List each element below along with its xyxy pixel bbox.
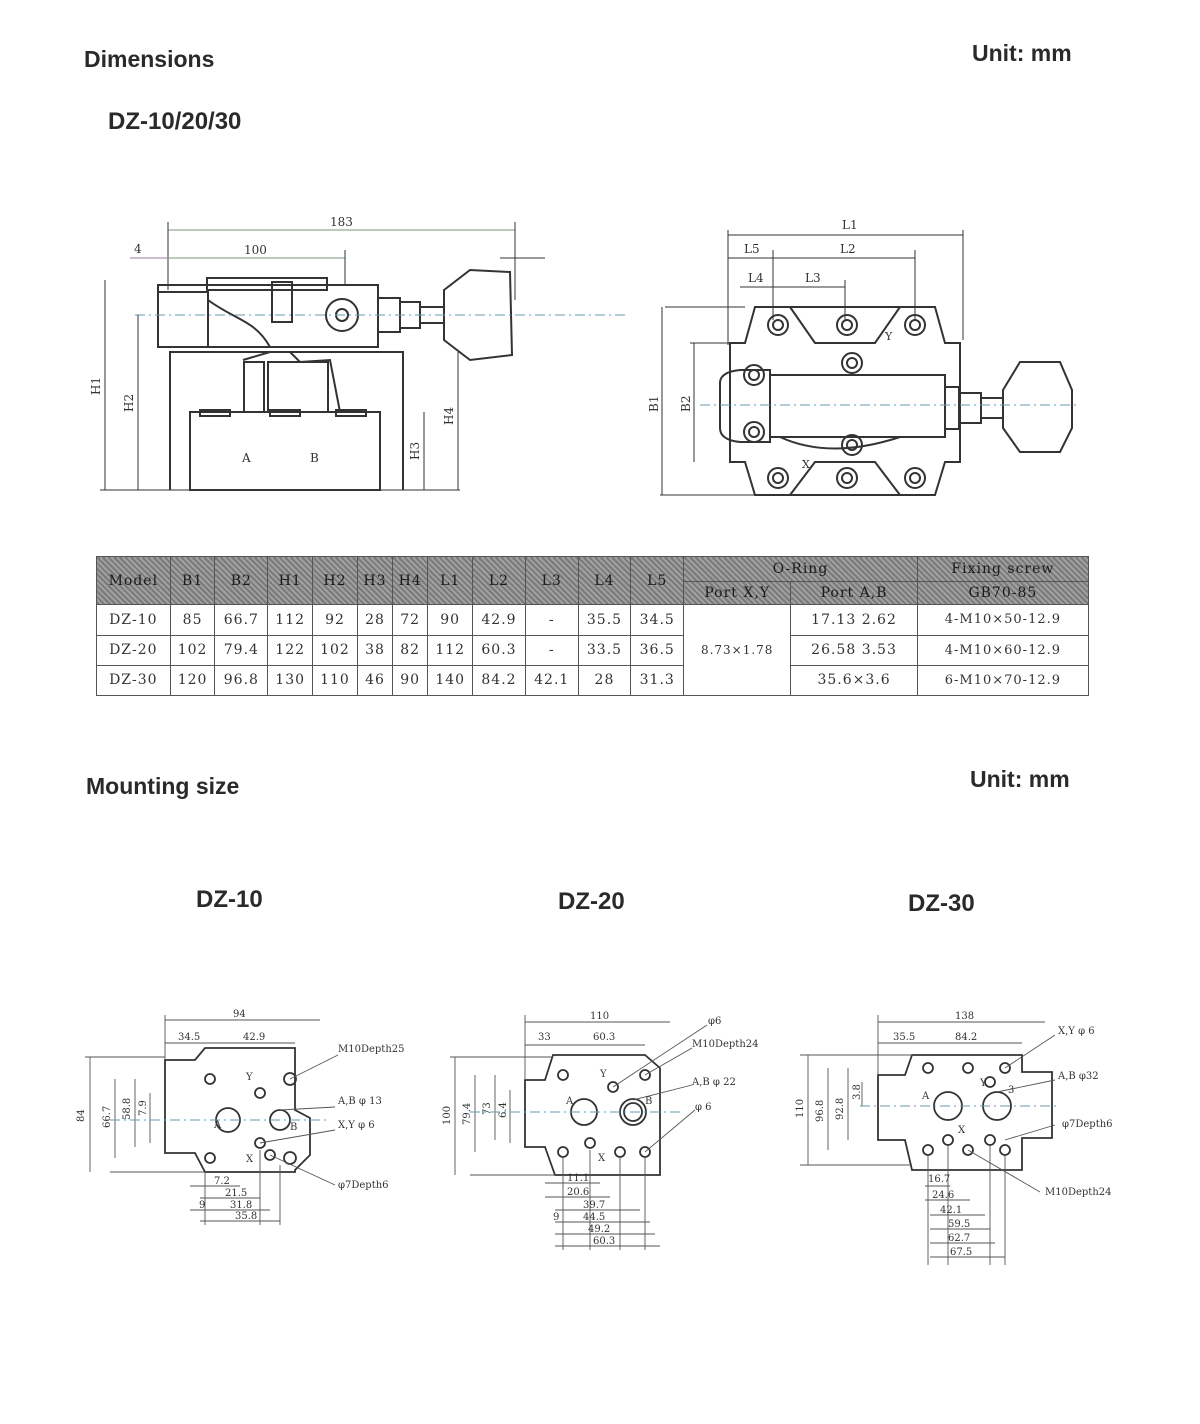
dz30-dim-62-7: 62.7: [948, 1233, 971, 1244]
table-cell: 102: [313, 635, 358, 665]
dz10-title: DZ-10: [196, 886, 263, 913]
dz30-ab-note: A,B φ32: [1058, 1071, 1099, 1082]
table-cell: 66.7: [215, 605, 268, 635]
dz20-phi6-top: φ6: [708, 1016, 722, 1027]
table-cell: 122: [268, 635, 313, 665]
oring-ab-cell: 35.6×3.6: [791, 665, 917, 695]
side-dim-100: 100: [244, 243, 267, 257]
dz20-dim-9: 9: [553, 1212, 560, 1223]
dimension-drawings: [0, 0, 1200, 540]
side-port-b: B: [310, 451, 319, 465]
dz20-dim-110: 110: [590, 1011, 610, 1022]
top-dim-l1: L1: [842, 218, 858, 232]
table-cell: -: [525, 605, 578, 635]
dz30-dim-84-2: 84.2: [955, 1032, 978, 1043]
dz30-dim-16-7: 16.7: [928, 1174, 951, 1185]
dz10-dim-35-8: 35.8: [235, 1211, 258, 1222]
table-cell: 82: [393, 635, 428, 665]
dz10-dim-9: 9: [199, 1200, 206, 1211]
side-dim-h1: H1: [89, 376, 103, 395]
dz10-dim-42-9: 42.9: [243, 1032, 266, 1043]
table-cell: 38: [357, 635, 392, 665]
dz30-port-x: X: [958, 1125, 966, 1136]
dz20-dim-33: 33: [538, 1032, 551, 1043]
side-port-a: A: [242, 451, 251, 465]
dz10-dim-7-2: 7.2: [214, 1176, 230, 1187]
col-fixing-std: GB70-85: [917, 582, 1088, 605]
dz20-dim-100: 100: [442, 1105, 453, 1125]
dz10-xy-note: X,Y φ 6: [338, 1120, 375, 1131]
dz10-port-b: B: [290, 1122, 298, 1133]
top-port-y: Y: [885, 330, 893, 343]
col-l1: L1: [428, 557, 473, 605]
table-cell: 110: [313, 665, 358, 695]
dz10-dim-7-9: 7.9: [138, 1100, 149, 1116]
dz30-dim-96-8: 96.8: [815, 1099, 826, 1122]
dz20-dim-49-2: 49.2: [588, 1224, 611, 1235]
side-dim-h3: H3: [408, 441, 422, 460]
dz30-m10-note: M10Depth24: [1045, 1187, 1112, 1198]
col-fixing: Fixing screw: [917, 557, 1088, 582]
screw-cell: 6-M10×70-12.9: [917, 665, 1088, 695]
table-cell: 28: [357, 605, 392, 635]
top-view-drawing: [660, 230, 1080, 495]
table-cell: 35.5: [578, 605, 631, 635]
side-dim-h2: H2: [122, 393, 136, 412]
table-cell: 102: [170, 635, 215, 665]
table-cell: 130: [268, 665, 313, 695]
dz20-dim-60-3: 60.3: [593, 1032, 616, 1043]
unit-label-top: Unit: mm: [972, 40, 1072, 66]
top-dim-b1: B1: [647, 395, 661, 412]
dz20-m10-note: M10Depth24: [692, 1039, 759, 1050]
dz20-ab-note: A,B φ 22: [692, 1077, 736, 1088]
side-dim-183: 183: [330, 215, 353, 229]
dz30-port-b: 3: [1008, 1085, 1015, 1096]
col-model: Model: [97, 557, 171, 605]
dz20-mounting-drawing: [450, 1015, 707, 1250]
table-cell: 60.3: [473, 635, 526, 665]
table-cell: 112: [268, 605, 313, 635]
top-dim-l3: L3: [805, 271, 821, 285]
table-row: [97, 635, 1089, 665]
top-dim-l5: L5: [744, 242, 760, 256]
dz30-dim-138: 138: [955, 1011, 975, 1022]
table-cell: 90: [393, 665, 428, 695]
dimension-table: [96, 556, 1089, 696]
table-cell: 42.9: [473, 605, 526, 635]
dz30-dim-35-5: 35.5: [893, 1032, 916, 1043]
table-cell: 85: [170, 605, 215, 635]
dz20-port-a: A: [566, 1096, 574, 1107]
table-cell: DZ-10: [97, 605, 171, 635]
dz30-dim-67-5: 67.5: [950, 1247, 973, 1258]
col-b2: B2: [215, 557, 268, 605]
table-row: [97, 665, 1089, 695]
dz10-ab-note: A,B φ 13: [338, 1096, 382, 1107]
table-cell: 140: [428, 665, 473, 695]
dz30-xy-note: X,Y φ 6: [1058, 1026, 1095, 1037]
table-cell: 90: [428, 605, 473, 635]
dz30-title: DZ-30: [908, 890, 975, 917]
screw-cell: 4-M10×50-12.9: [917, 605, 1088, 635]
dz10-dim-21-5: 21.5: [225, 1188, 248, 1199]
col-oring: O-Ring: [684, 557, 918, 582]
col-l3: L3: [525, 557, 578, 605]
col-port-ab: Port A,B: [791, 582, 917, 605]
dz30-port-y: Y: [980, 1078, 987, 1089]
dz20-dim-20-6: 20.6: [567, 1187, 590, 1198]
dz30-port-a: A: [922, 1091, 930, 1102]
dz20-port-b: B: [645, 1096, 653, 1107]
table-cell: -: [525, 635, 578, 665]
dz10-dim-84: 84: [76, 1109, 87, 1122]
dimensions-heading: Dimensions: [84, 46, 215, 72]
dz20-port-y: Y: [600, 1069, 607, 1080]
unit-label-bottom: Unit: mm: [970, 766, 1070, 792]
dz20-phi6-note: φ 6: [695, 1102, 712, 1113]
table-cell: 112: [428, 635, 473, 665]
oring-ab-cell: 26.58 3.53: [791, 635, 917, 665]
col-l2: L2: [473, 557, 526, 605]
dz30-dim-3-8: 3.8: [852, 1084, 863, 1100]
table-cell: 31.3: [631, 665, 684, 695]
dz30-dim-42-1: 42.1: [940, 1205, 963, 1216]
col-h4: H4: [393, 557, 428, 605]
table-cell: 34.5: [631, 605, 684, 635]
table-cell: 46: [357, 665, 392, 695]
dz30-dim-24-6: 24.6: [932, 1190, 955, 1201]
dz10-dim-94: 94: [233, 1009, 246, 1020]
col-l5: L5: [631, 557, 684, 605]
dz20-dim-39-7: 39.7: [583, 1200, 606, 1211]
dz30-dim-110: 110: [795, 1098, 806, 1118]
dz20-port-x: X: [598, 1153, 606, 1164]
col-l4: L4: [578, 557, 631, 605]
table-cell: 72: [393, 605, 428, 635]
dz30-dim-59-5: 59.5: [948, 1219, 971, 1230]
top-dim-l4: L4: [748, 271, 764, 285]
dz20-dim-79-4: 79.4: [462, 1102, 473, 1125]
dz10-d7-note: φ7Depth6: [338, 1180, 389, 1191]
dz30-d7-note: φ7Depth6: [1062, 1119, 1113, 1130]
dz10-port-x: X: [246, 1154, 254, 1165]
top-port-x: X: [802, 458, 810, 471]
dz10-m10-note: M10Depth25: [338, 1044, 405, 1055]
dz20-title: DZ-20: [558, 888, 625, 915]
table-cell: 42.1: [525, 665, 578, 695]
oring-xy-cell: 8.73×1.78: [684, 605, 791, 696]
dz20-dim-73: 73: [482, 1102, 493, 1115]
dz10-mounting-drawing: [85, 1015, 338, 1225]
col-h1: H1: [268, 557, 313, 605]
dz20-dim-6-4: 6.4: [498, 1102, 509, 1118]
col-b1: B1: [170, 557, 215, 605]
dz30-dim-92-8: 92.8: [835, 1097, 846, 1120]
dz20-dim-60-3-bottom: 60.3: [593, 1236, 616, 1247]
mounting-heading: Mounting size: [86, 773, 240, 799]
col-h2: H2: [313, 557, 358, 605]
table-cell: 33.5: [578, 635, 631, 665]
dz10-dim-34-5: 34.5: [178, 1032, 201, 1043]
top-dim-b2: B2: [679, 395, 693, 412]
table-cell: 120: [170, 665, 215, 695]
table-row: [97, 605, 1089, 635]
table-cell: DZ-30: [97, 665, 171, 695]
side-view-drawing: [100, 222, 625, 490]
model-series-title: DZ-10/20/30: [108, 108, 242, 135]
dz30-mounting-drawing: [800, 1015, 1060, 1265]
dz10-port-y: Y: [246, 1072, 253, 1083]
table-cell: 79.4: [215, 635, 268, 665]
table-cell: 84.2: [473, 665, 526, 695]
dz20-dim-44-5: 44.5: [583, 1212, 606, 1223]
side-dim-4: 4: [134, 242, 142, 256]
screw-cell: 4-M10×60-12.9: [917, 635, 1088, 665]
dz20-dim-11-1: 11.1: [567, 1173, 590, 1184]
dz10-port-a: A: [214, 1120, 222, 1131]
table-cell: DZ-20: [97, 635, 171, 665]
dz10-dim-58-8: 58.8: [122, 1097, 133, 1120]
oring-ab-cell: 17.13 2.62: [791, 605, 917, 635]
col-h3: H3: [357, 557, 392, 605]
table-cell: 36.5: [631, 635, 684, 665]
dz10-dim-31-8: 31.8: [230, 1200, 253, 1211]
table-cell: 96.8: [215, 665, 268, 695]
col-port-xy: Port X,Y: [684, 582, 791, 605]
top-dim-l2: L2: [840, 242, 856, 256]
side-dim-h4: H4: [442, 406, 456, 425]
table-cell: 28: [578, 665, 631, 695]
table-cell: 92: [313, 605, 358, 635]
dz10-dim-66-7: 66.7: [102, 1105, 113, 1128]
